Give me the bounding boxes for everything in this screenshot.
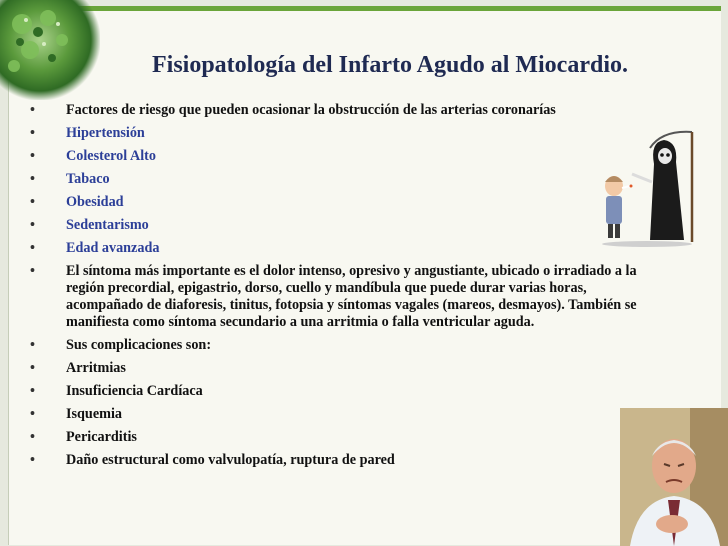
- bullet-dot-icon: •: [30, 171, 35, 187]
- bullet-item: [30, 337, 660, 354]
- bullet-text: Sus complicaciones son:: [66, 337, 212, 353]
- bullet-item: [30, 263, 660, 331]
- bullet-list: [30, 102, 660, 475]
- bullet-text: Pericarditis: [66, 429, 137, 445]
- bullet-item: [30, 452, 660, 469]
- bullet-item: [30, 240, 660, 257]
- bullet-text: Hipertensión: [66, 125, 145, 141]
- bullet-dot-icon: •: [30, 240, 35, 256]
- bullet-dot-icon: •: [30, 194, 35, 210]
- grim-reaper-smoker-icon: [592, 130, 712, 248]
- bullet-dot-icon: •: [30, 337, 35, 353]
- bullet-item: [30, 194, 660, 211]
- man-chest-pain-photo-icon: [620, 408, 728, 546]
- bullet-dot-icon: •: [30, 406, 35, 422]
- bullet-text: Colesterol Alto: [66, 148, 156, 164]
- bullet-dot-icon: •: [30, 452, 35, 468]
- bullet-dot-icon: •: [30, 148, 35, 164]
- bullet-item: [30, 429, 660, 446]
- bullet-dot-icon: •: [30, 360, 35, 376]
- bullet-item: [30, 383, 660, 400]
- bullet-text: Insuficiencia Cardíaca: [66, 383, 203, 399]
- bullet-dot-icon: •: [30, 125, 35, 141]
- bullet-item: [30, 171, 660, 188]
- bullet-text: Obesidad: [66, 194, 124, 210]
- green-ornament-corner-icon: [0, 0, 100, 100]
- slide-title: Fisiopatología del Infarto Agudo al Miocardio.: [151, 52, 628, 78]
- bullet-item: [30, 406, 660, 423]
- bullet-item: [30, 217, 660, 234]
- bullet-text: El síntoma más importante es el dolor intenso, opresivo y angustiante, ubicado o irradiado a la región precordial, epigastrio, dorso, cuello y mandíbula que puede durar varias horas, acompañado de diaforesis, tinitus, fotopsia y síntomas vagales (mareos, desmayos). También se manifiesta como síntoma secundario a una arritmia o falla ventricular aguda.: [66, 263, 637, 330]
- bullet-text: Edad avanzada: [66, 240, 160, 256]
- bullet-dot-icon: •: [30, 102, 35, 118]
- bullet-text: Isquemia: [66, 406, 122, 422]
- bullet-dot-icon: •: [30, 429, 35, 445]
- bullet-text: Tabaco: [66, 171, 110, 187]
- bullet-text: Daño estructural como valvulopatía, ruptura de pared: [66, 452, 395, 468]
- bullet-item: [30, 360, 660, 377]
- bullet-item: [30, 148, 660, 165]
- bullet-item: [30, 125, 660, 142]
- bullet-text: Factores de riesgo que pueden ocasionar la obstrucción de las arterias coronarías: [66, 102, 556, 118]
- bullet-text: Sedentarismo: [66, 217, 149, 233]
- bullet-dot-icon: •: [30, 217, 35, 233]
- bullet-item: [30, 102, 660, 119]
- bullet-dot-icon: •: [30, 383, 35, 399]
- bullet-text: Arritmias: [66, 360, 126, 376]
- bullet-dot-icon: •: [30, 263, 35, 279]
